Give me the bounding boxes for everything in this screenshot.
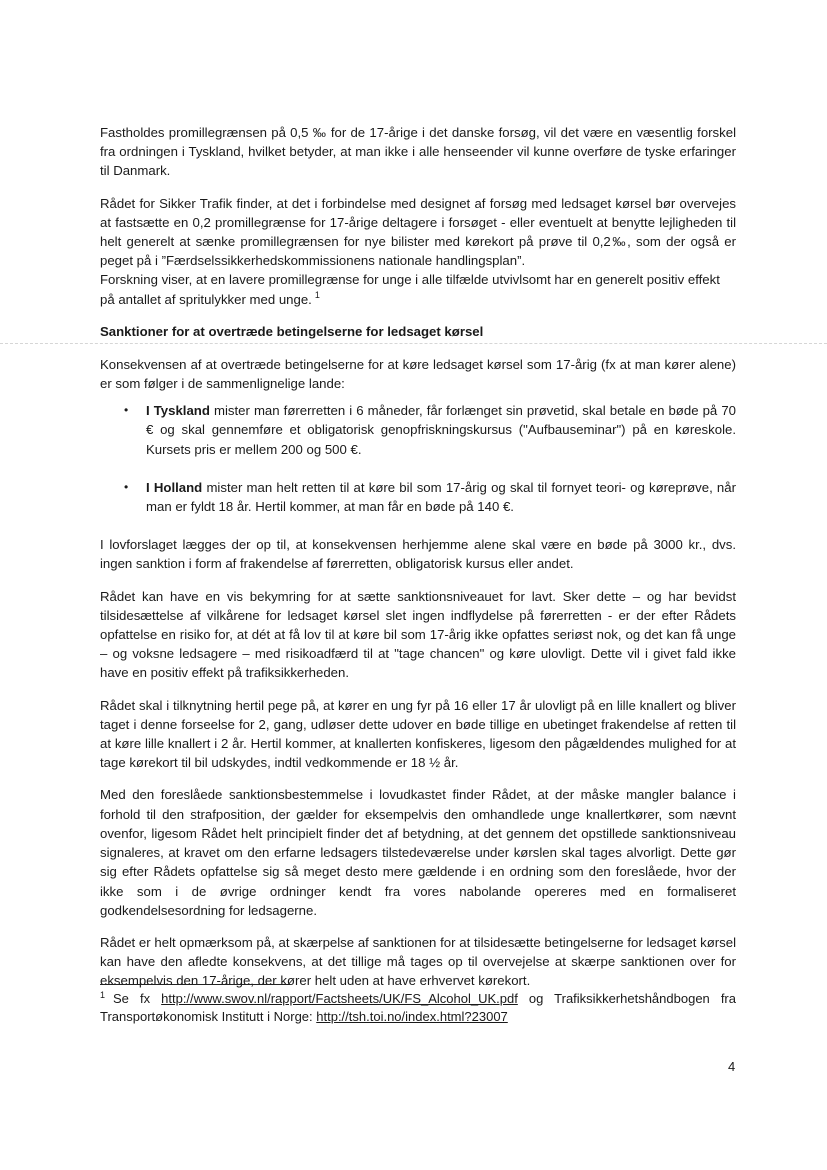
paragraph-awareness: Rådet er helt opmærksom på, at skærpelse af sanktionen for at tilsidesætte betingelserne for ledsaget kørsel kan have den afledte konsekvens, at det tillige må tages op til overvejelse at skærpe sanktionen over for eksempelvis den 17-årige, der kører helt uden at have erhvervet kørekort. (100, 934, 736, 989)
list-item-netherlands (100, 478, 736, 516)
country-sanctions-list (100, 401, 736, 516)
toi-link[interactable]: http://tsh.toi.no/index.html?23007 (316, 1009, 508, 1024)
footnote-prefix: Se fx (113, 991, 162, 1006)
paragraph-consequences-intro: Konsekvensen af at overtræde betingelserne for at køre ledsaget kørsel som 17-årig (fx at man kører alene) er som følger i de sammenlignelige lande: (100, 356, 736, 392)
recommendation-text: Rådet for Sikker Trafik finder, at det i forbindelse med designet af forsøg med ledsaget kørsel bør overvejes at fastsætte en 0,2 promillegrænse for 17-årige deltagere i forsøget - eller eventuelt at benytte lejligheden til helt generelt at sænke promillegrænsen for nye bilister med kørekort på prøve til 0,2‰, som der også er peget på i ”Færdselssikkerhedskommissionens nationale handlingsplan”. (100, 195, 736, 269)
swov-link[interactable]: http://www.swov.nl/rapport/Factsheets/UK/FS_Alcohol_UK.pdf (161, 991, 518, 1006)
footnote (100, 990, 736, 1026)
paragraph-moped-comparison: Rådet skal i tilknytning hertil pege på, at kører en ung fyr på 16 eller 17 år ulovligt på en lille knallert og bliver taget i denne forseelse for 2, gang, udløser dette udover en bøde tillige en ubetinget frakendelse af retten til at køre lille knallert i 2 år. Hertil kommer, at knallerten konfiskeres, ligesom den pågældendes mulighed for at tage kørekort til bil udskydes, indtil vedkommende er 18 ½ år. (100, 697, 736, 771)
paragraph-research (100, 270, 736, 308)
footnote-reference: 1 (314, 290, 320, 301)
paragraph-promille-difference: Fastholdes promillegrænsen på 0,5 ‰ for de 17-årige i det danske forsøg, vil det være en væsentlig forskel fra ordningen i Tyskland, hvilket betyder, at man ikke i alle henseender vil kunne overføre de tyske erfaringer til Danmark. (100, 125, 736, 179)
paragraph-bill-sanction: I lovforslaget lægges der op til, at konsekvensen herhjemme alene skal være en bøde på 3000 kr., dvs. ingen sanktion i form af frakendelse af førerretten, obligatorisk kursus eller andet. (100, 537, 736, 572)
paragraph-balance: Med den foreslåede sanktionsbestemmelse i lovudkastet finder Rådet, at der måske mangler balance i forhold til den strafposition, der gælder for eksempelvis den omhandlede unge knallertkører, som nævnt ovenfor, ligesom Rådet helt principielt finder det af betydning, at det gennem det opstillede sanktionsniveau signaleres, at kravet om den erfarne ledsagers tilstedeværelse under kørslen skal tages alvorligt. Dette gør sig efter Rådets opfattelse sig så meget desto mere gældende i en ordning som den foreslåede, hvor der ikke som i de øvrige ordninger kendt fra vores nabolande opereres med en formaliseret godkendelsesordning for ledsagerne. (100, 787, 736, 918)
netherlands-sanction-text: mister man helt retten til at køre bil som 17-årig og skal til fornyet teori- og køreprøve, når man er fyldt 18 år. Hertil kommer, at man får en bøde på 140 €. (146, 479, 736, 515)
footnote-number: 1 (100, 989, 106, 1000)
country-netherlands: I Holland (146, 479, 203, 495)
paragraph-council-concern: Rådet kan have en vis bekymring for at sætte sanktionsniveauet for lavt. Sker dette – og har bevidst tilsidesættelse af vilkårene for ledsaget kørsel slet ingen indflydelse på førerretten - er der efter Rådets opfattelse en risiko for, at dét at få lov til at køre bil som 17-årig ikke opfattes seriøst nok, og det kan få unge – og voksne ledsagere – med risikoadfærd til at "tage chancen" og køre ulovligt. Dette vil i givet fald ikke have en positiv effekt på trafiksikkerheden. (100, 588, 736, 681)
body-text (100, 123, 736, 1004)
section-heading: Sanktioner for at overtræde betingelserne for ledsaget kørsel (100, 323, 484, 339)
bullet-icon: • (124, 403, 129, 418)
page-number: 4 (728, 1059, 736, 1074)
research-text: Forskning viser, at en lavere promillegrænse for unge i alle tilfælde utvivlsomt har en generelt positiv effekt på antallet af spritulykker med unge. (100, 272, 720, 307)
paragraph-council-recommendation (100, 194, 736, 271)
germany-sanction-text: mister man førerretten i 6 måneder, får forlænget sin prøvetid, skal betale en bøde på 70 € og skal gennemføre et obligatorisk genopfriskningskursus ("Aufbauseminar") på en køreskole. Kursets pris er mellem 200 og 500 €. (146, 403, 736, 457)
list-item-germany (100, 401, 736, 459)
footnote-separator (100, 984, 290, 985)
footnote-middle: og Trafiksikkerhetshåndbogen fra Transportøkonomisk Institutt i Norge: (100, 991, 736, 1024)
country-germany: I Tyskland (146, 403, 210, 419)
bullet-icon: • (124, 479, 129, 494)
